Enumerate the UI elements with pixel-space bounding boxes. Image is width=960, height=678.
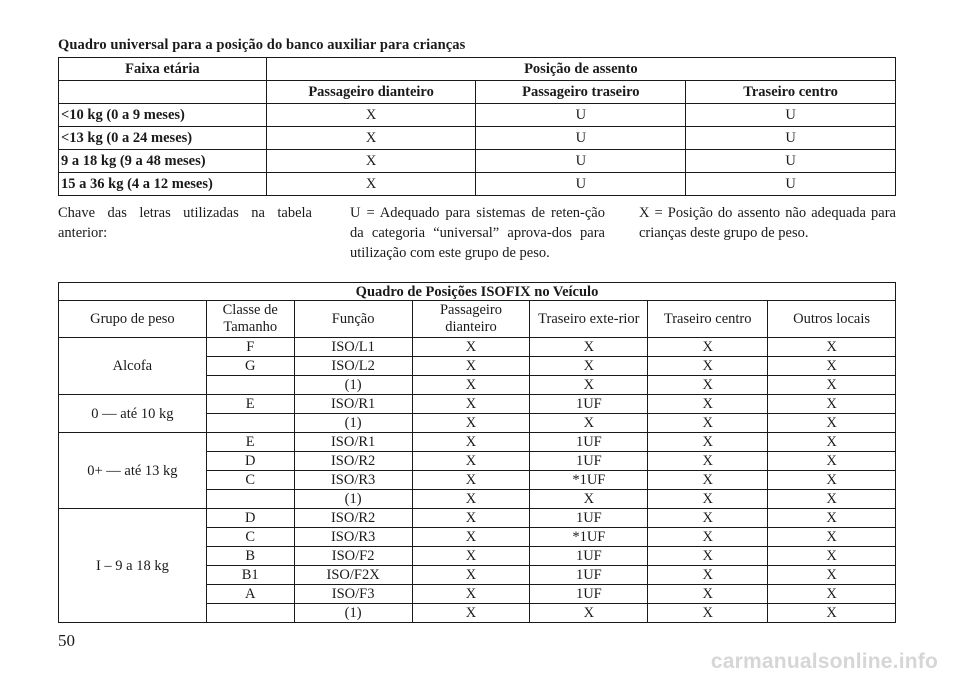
site-watermark: carmanualsonline.info [710, 650, 938, 673]
table-cell: *1UF [530, 528, 648, 547]
table-cell: X [266, 173, 476, 196]
row-label: 15 a 36 kg (4 a 12 meses) [59, 173, 267, 196]
table-cell: F [206, 338, 294, 357]
table-cell: U [686, 127, 896, 150]
table-cell: X [768, 414, 896, 433]
table-cell [206, 414, 294, 433]
table-header-row [59, 58, 896, 81]
column-header: Passageiro traseiro [476, 81, 686, 104]
table-cell: X [412, 547, 530, 566]
table-row [59, 433, 896, 452]
table-cell: 1UF [530, 547, 648, 566]
table-cell [206, 376, 294, 395]
column-header: Função [294, 301, 412, 338]
table-cell: X [412, 376, 530, 395]
table-cell: X [648, 452, 768, 471]
table-cell: 1UF [530, 509, 648, 528]
table-row [59, 127, 896, 150]
table-cell: ISO/R2 [294, 452, 412, 471]
table-cell: ISO/F2 [294, 547, 412, 566]
table-cell: X [412, 338, 530, 357]
table-cell: X [768, 452, 896, 471]
table-cell: X [412, 414, 530, 433]
seat-position-header: Posição de assento [266, 58, 895, 81]
table-cell: X [648, 490, 768, 509]
universal-seat-table [58, 57, 896, 196]
table-cell [206, 490, 294, 509]
table-subheader-row [59, 81, 896, 104]
table-cell: E [206, 395, 294, 414]
page-title: Quadro universal para a posição do banco auxiliar para crianças [58, 37, 466, 53]
table-cell: X [412, 471, 530, 490]
table-cell: ISO/R2 [294, 509, 412, 528]
table-cell: C [206, 471, 294, 490]
table-cell: X [412, 433, 530, 452]
table-cell: X [648, 338, 768, 357]
table-cell: X [648, 471, 768, 490]
table-cell: X [530, 376, 648, 395]
weight-group-label: 0 — até 10 kg [59, 395, 207, 433]
legend-intro-note: Chave das letras utilizadas na tabela anterior: [58, 205, 312, 241]
table-cell: ISO/R3 [294, 471, 412, 490]
column-header: Grupo de peso [59, 301, 207, 338]
table-cell: G [206, 357, 294, 376]
table-cell: X [768, 395, 896, 414]
table-cell: X [768, 604, 896, 623]
table-cell: ISO/L2 [294, 357, 412, 376]
table-cell: 1UF [530, 566, 648, 585]
column-header: Traseiro centro [648, 301, 768, 338]
table-cell: X [768, 490, 896, 509]
table-cell: X [266, 104, 476, 127]
table-cell: D [206, 509, 294, 528]
table-row [59, 104, 896, 127]
table-cell: X [412, 490, 530, 509]
legend-u-note: U = Adequado para sistemas de reten-ção da categoria “universal” aprova-dos para utilização com este grupo de peso. [350, 205, 605, 261]
table-cell: X [530, 338, 648, 357]
table-cell: X [648, 395, 768, 414]
table-cell: U [686, 173, 896, 196]
table-cell: ISO/L1 [294, 338, 412, 357]
table-cell: X [768, 528, 896, 547]
table-cell: X [412, 585, 530, 604]
table-cell: X [768, 585, 896, 604]
table-cell: X [412, 395, 530, 414]
table-cell: X [648, 509, 768, 528]
empty-cell [59, 81, 267, 104]
table-cell: E [206, 433, 294, 452]
column-header: Traseiro centro [686, 81, 896, 104]
column-header: Passageiro dianteiro [266, 81, 476, 104]
table-cell: X [530, 357, 648, 376]
table-cell: X [412, 509, 530, 528]
table-row [59, 338, 896, 357]
table-cell: X [412, 528, 530, 547]
table-cell: 1UF [530, 395, 648, 414]
table-cell: U [476, 127, 686, 150]
table-cell: X [412, 566, 530, 585]
table-cell: X [412, 357, 530, 376]
table-cell: X [648, 433, 768, 452]
table-cell: *1UF [530, 471, 648, 490]
table-cell: U [476, 104, 686, 127]
column-header: Classe de Tamanho [206, 301, 294, 338]
legend-x-note: X = Posição do assento não adequada para crianças deste grupo de peso. [639, 205, 896, 241]
table-cell: X [768, 433, 896, 452]
row-label: <10 kg (0 a 9 meses) [59, 104, 267, 127]
weight-group-label: 0+ — até 13 kg [59, 433, 207, 509]
table-cell: C [206, 528, 294, 547]
table-cell: X [768, 338, 896, 357]
table-cell: X [648, 528, 768, 547]
table-cell: X [530, 604, 648, 623]
table-cell: B [206, 547, 294, 566]
table-row [59, 509, 896, 528]
table-cell: U [476, 150, 686, 173]
table-cell: X [768, 376, 896, 395]
age-range-header: Faixa etária [59, 58, 267, 81]
table-cell: X [266, 127, 476, 150]
table-cell: (1) [294, 604, 412, 623]
table-cell: ISO/R1 [294, 395, 412, 414]
table-cell: X [768, 566, 896, 585]
weight-group-label: Alcofa [59, 338, 207, 395]
weight-group-label: I – 9 a 18 kg [59, 509, 207, 623]
table-cell: X [412, 452, 530, 471]
table-cell: 1UF [530, 433, 648, 452]
table-cell: (1) [294, 490, 412, 509]
column-header: Traseiro exte-rior [530, 301, 648, 338]
table-cell: D [206, 452, 294, 471]
table-cell [206, 604, 294, 623]
table-cell: X [648, 376, 768, 395]
table-cell: X [768, 547, 896, 566]
table-cell: X [648, 547, 768, 566]
table-cell: ISO/R1 [294, 433, 412, 452]
row-label: 9 a 18 kg (9 a 48 meses) [59, 150, 267, 173]
table-cell: X [648, 357, 768, 376]
table-cell: U [476, 173, 686, 196]
table-caption: Quadro de Posições ISOFIX no Veículo [59, 283, 896, 301]
table-cell: X [530, 490, 648, 509]
table-cell: ISO/F2X [294, 566, 412, 585]
table-cell: (1) [294, 414, 412, 433]
table-cell: X [412, 604, 530, 623]
table-row [59, 173, 896, 196]
row-label: <13 kg (0 a 24 meses) [59, 127, 267, 150]
table-cell: X [648, 604, 768, 623]
table-cell: X [266, 150, 476, 173]
table-cell: B1 [206, 566, 294, 585]
table-cell: X [768, 509, 896, 528]
table-cell: X [648, 566, 768, 585]
table-row [59, 395, 896, 414]
table-cell: 1UF [530, 585, 648, 604]
page-number: 50 [58, 631, 75, 650]
isofix-positions-table [58, 282, 896, 623]
table-cell: X [648, 414, 768, 433]
table-cell: 1UF [530, 452, 648, 471]
table-cell: U [686, 150, 896, 173]
table-cell: X [648, 585, 768, 604]
table-cell: U [686, 104, 896, 127]
isofix-caption-row [59, 283, 896, 301]
table-cell: (1) [294, 376, 412, 395]
table-cell: X [530, 414, 648, 433]
table-cell: X [768, 357, 896, 376]
table-cell: ISO/F3 [294, 585, 412, 604]
column-header: Passageiro dianteiro [412, 301, 530, 338]
table-row [59, 150, 896, 173]
table-cell: X [768, 471, 896, 490]
table-cell: ISO/R3 [294, 528, 412, 547]
column-header: Outros locais [768, 301, 896, 338]
isofix-header-row [59, 301, 896, 338]
table-cell: A [206, 585, 294, 604]
